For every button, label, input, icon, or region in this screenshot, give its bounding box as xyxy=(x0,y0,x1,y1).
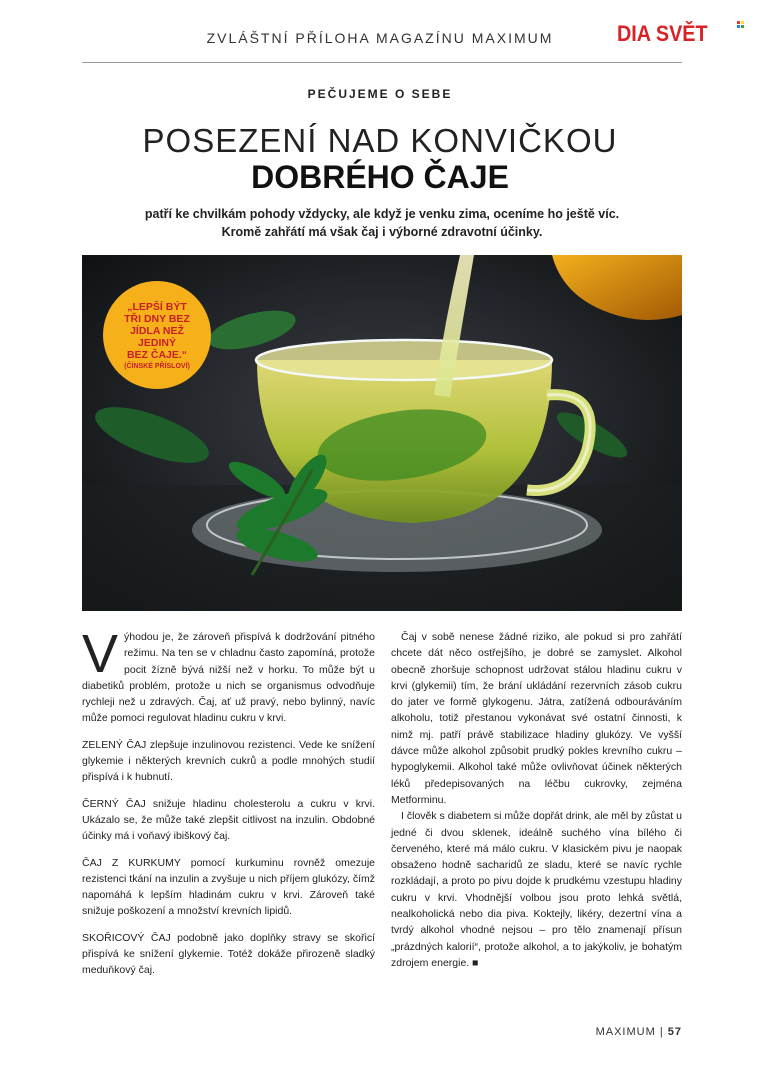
cinnamon-tea-heading: SKOŘICOVÝ ČAJ xyxy=(82,931,171,944)
page-number: 57 xyxy=(667,1026,682,1038)
lead-line1: patří ke chvilkám pohody vždycky, ale když je venku zima, oceníme ho ještě víc. xyxy=(144,207,620,221)
footer-separator: | xyxy=(659,1026,664,1038)
quote-line: BEZ ČAJE.“ xyxy=(126,348,188,361)
alcohol-paragraph: Čaj v sobě nenese žádné riziko, ale pokud si pro zahřátí chcete dát něco ostřejšího, je dobré se zamyslet. Alkohol obecně zhoršuje schopnost udržovat stálou hladinu cukru v krvi (glykemii) tím, že brání ukládání rezervních zásob cukru do jater ve formě glykogenu. Játra, zatížená odbouráváním alkoholu, totiž přestanou vykonávat své ostatní činnosti, k nimž mj. patří právě stabilizace hladiny glukózy. Ve vyšší dávce může alkohol způsobit prudký pokles krevního cukru – hypoglykemii. Alkohol také může ovlivňovat účinek některých léků předepisovaných na léčbu cukrovky, zejména Metforminu. xyxy=(391,631,682,806)
turmeric-tea-heading: ČAJ Z KURKUMY xyxy=(82,856,181,869)
brand-logo-icon xyxy=(737,21,745,29)
green-tea-heading: ZELENÝ ČAJ xyxy=(82,738,147,751)
page-footer xyxy=(596,1026,682,1038)
article-column-right xyxy=(391,629,682,981)
cinnamon-tea-text: podobně jako doplňky stravy se skořicí přispívá ke snížení glykemie. Totéž dokáže přirozeně sladký meduňkový čaj. xyxy=(82,931,376,977)
headline-line2: DOBRÉHO ČAJE xyxy=(251,159,509,195)
quote-line: JÍDLA NEŽ xyxy=(130,324,184,337)
lead-line2: Kromě zahřátí má však čaj i výborné zdravotní účinky. xyxy=(221,225,543,239)
quote-badge xyxy=(103,281,211,389)
intro-text: ýhodou je, že zároveň přispívá k dodržování pitného režimu. Na ten se v chladnu často zapomíná, protože pocit žízně bývá nižší než v horku. To může být u diabetiků problém, protože u nich se organismus odvodňuje rychleji než u zdravých. Čaj, ať už pravý, nebo bylinný, navíc může pomoci regulovat hladinu cukru v krvi. xyxy=(82,631,375,725)
quote-line: TŘI DNY BEZ xyxy=(124,312,190,325)
header-divider xyxy=(82,62,682,63)
diabetic-drink-paragraph: I člověk s diabetem si může dopřát drink, ale měl by zůstat u jedné či dvou sklenek, ideálně suchého vína bílého či červeného, které má málo cukru. V klasickém pivu je naopak obsaženo hodně sacharidů ze sladu, které se navíc rychle rozkládají, a proto po pivu dojde k prudkému vzestupu hladiny cukru v krvi. Vhodnější volbou jsou proto lehká světlá, nealkoholická nebo dia piva. Koktejly, likéry, dezertní vína a tvrdý alkohol vhodné nejsou – pro tělo znamenají přísun „prázdných kalorií“, protože alkohol, a to jakýkoliv, je bohatým zdrojem energie. ■ xyxy=(391,810,682,969)
footer-magazine: MAXIMUM xyxy=(595,1026,656,1038)
black-tea-text: snižuje hladinu cholesterolu a cukru v krvi. Ukázalo se, že může také zlepšit citlivost na inzulin. Obdobné účinky má i voňavý ibiškový čaj. xyxy=(82,797,375,843)
quote-line: „LEPŠÍ BÝT xyxy=(127,300,187,313)
turmeric-tea-paragraph xyxy=(82,855,375,920)
turmeric-tea-text: pomocí kurkuminu rovněž omezuje rezistenci tkání na inzulin a zvyšuje u nich příjem glukózy, čímž napomáhá k lepším hladinám cukru v krvi. Zároveň také snižuje poškození a množství krevních lipidů. xyxy=(82,856,375,918)
black-tea-heading: ČERNÝ ČAJ xyxy=(82,797,146,810)
section-label: PEČUJEME O SEBE xyxy=(307,87,453,101)
brand-logo: DIA SVĚT xyxy=(617,21,708,46)
green-tea-paragraph xyxy=(82,737,375,786)
black-tea-paragraph xyxy=(82,796,375,845)
article-column-left xyxy=(82,624,376,989)
cinnamon-tea-paragraph xyxy=(82,930,375,979)
intro-paragraph xyxy=(82,624,375,727)
lead-paragraph xyxy=(82,205,682,241)
quote-source: (ČÍNSKÉ PŘÍSLOVÍ) xyxy=(124,362,190,370)
supplement-title: ZVLÁŠTNÍ PŘÍLOHA MAGAZÍNU MAXIMUM xyxy=(206,30,554,46)
headline-line1: POSEZENÍ NAD KONVIČKOU xyxy=(142,122,618,159)
drop-cap: V xyxy=(82,624,119,684)
quote-line: JEDINÝ xyxy=(138,336,176,349)
green-tea-text: zlepšuje inzulinovou rezistenci. Vede ke snížení glykemie i některých krevních cukrů a podle mnohých studií přispívá i k hubnutí. xyxy=(82,738,376,784)
